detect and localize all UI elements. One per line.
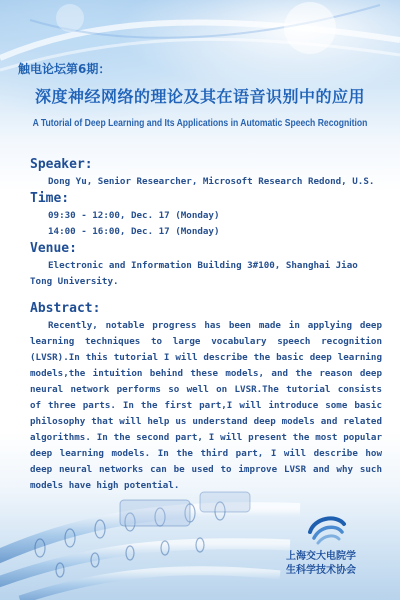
forum-series-label: 触电论坛第6期：	[18, 62, 111, 76]
time-slot-1: 09:30 - 12:00, Dec. 17 (Monday)	[48, 210, 220, 221]
spacer	[30, 290, 382, 300]
speaker-heading: Speaker:	[30, 157, 93, 172]
time-heading: Time:	[30, 191, 70, 206]
organizer-logo-icon	[306, 512, 348, 546]
abstract-heading: Abstract:	[30, 301, 101, 316]
speaker-line-1: Dong Yu, Senior Researcher, Microsoft Research Redond,	[48, 176, 347, 187]
venue-line-2: Tong University.	[30, 276, 119, 287]
organizer-name	[286, 550, 386, 578]
organizer-line-1: 上海交大电院学	[286, 551, 356, 562]
venue-line-1: Electronic and Information Building 3#100, Shanghai Jiao	[48, 260, 358, 271]
chinese-title: 深度神经网络的理论及其在语音识别中的应用	[34, 87, 365, 106]
speaker-line-2: U.S.	[352, 176, 375, 187]
venue-info	[30, 258, 382, 290]
speaker-info	[30, 174, 382, 190]
abstract-text: Recently, notable progress has been made in applying deep learning techniques to large vocabulary speech recognition (LVSR).In this tutorial I will describe the basic deep learning models,the intuition behind these models, and the reason deep neural network performs so well on LVSR.The tutorial consists of three parts. In the first part,I will introduce some basic philosophy that will help us understand deep models and related algorithms. In the second part, I will present the most popular deep learning models. In the third part, I will describe how deep neural networks can be used to improve LVSR and why such models have high potential.	[30, 320, 382, 491]
organizer-line-2: 生科学技术协会	[286, 565, 356, 576]
english-title: A Tutorial of Deep Learning and Its Applications in Automatic Speech Recognition	[32, 118, 368, 129]
event-details	[30, 156, 382, 494]
venue-heading: Venue:	[30, 241, 77, 256]
time-slot-2: 14:00 - 16:00, Dec. 17 (Monday)	[48, 226, 220, 237]
